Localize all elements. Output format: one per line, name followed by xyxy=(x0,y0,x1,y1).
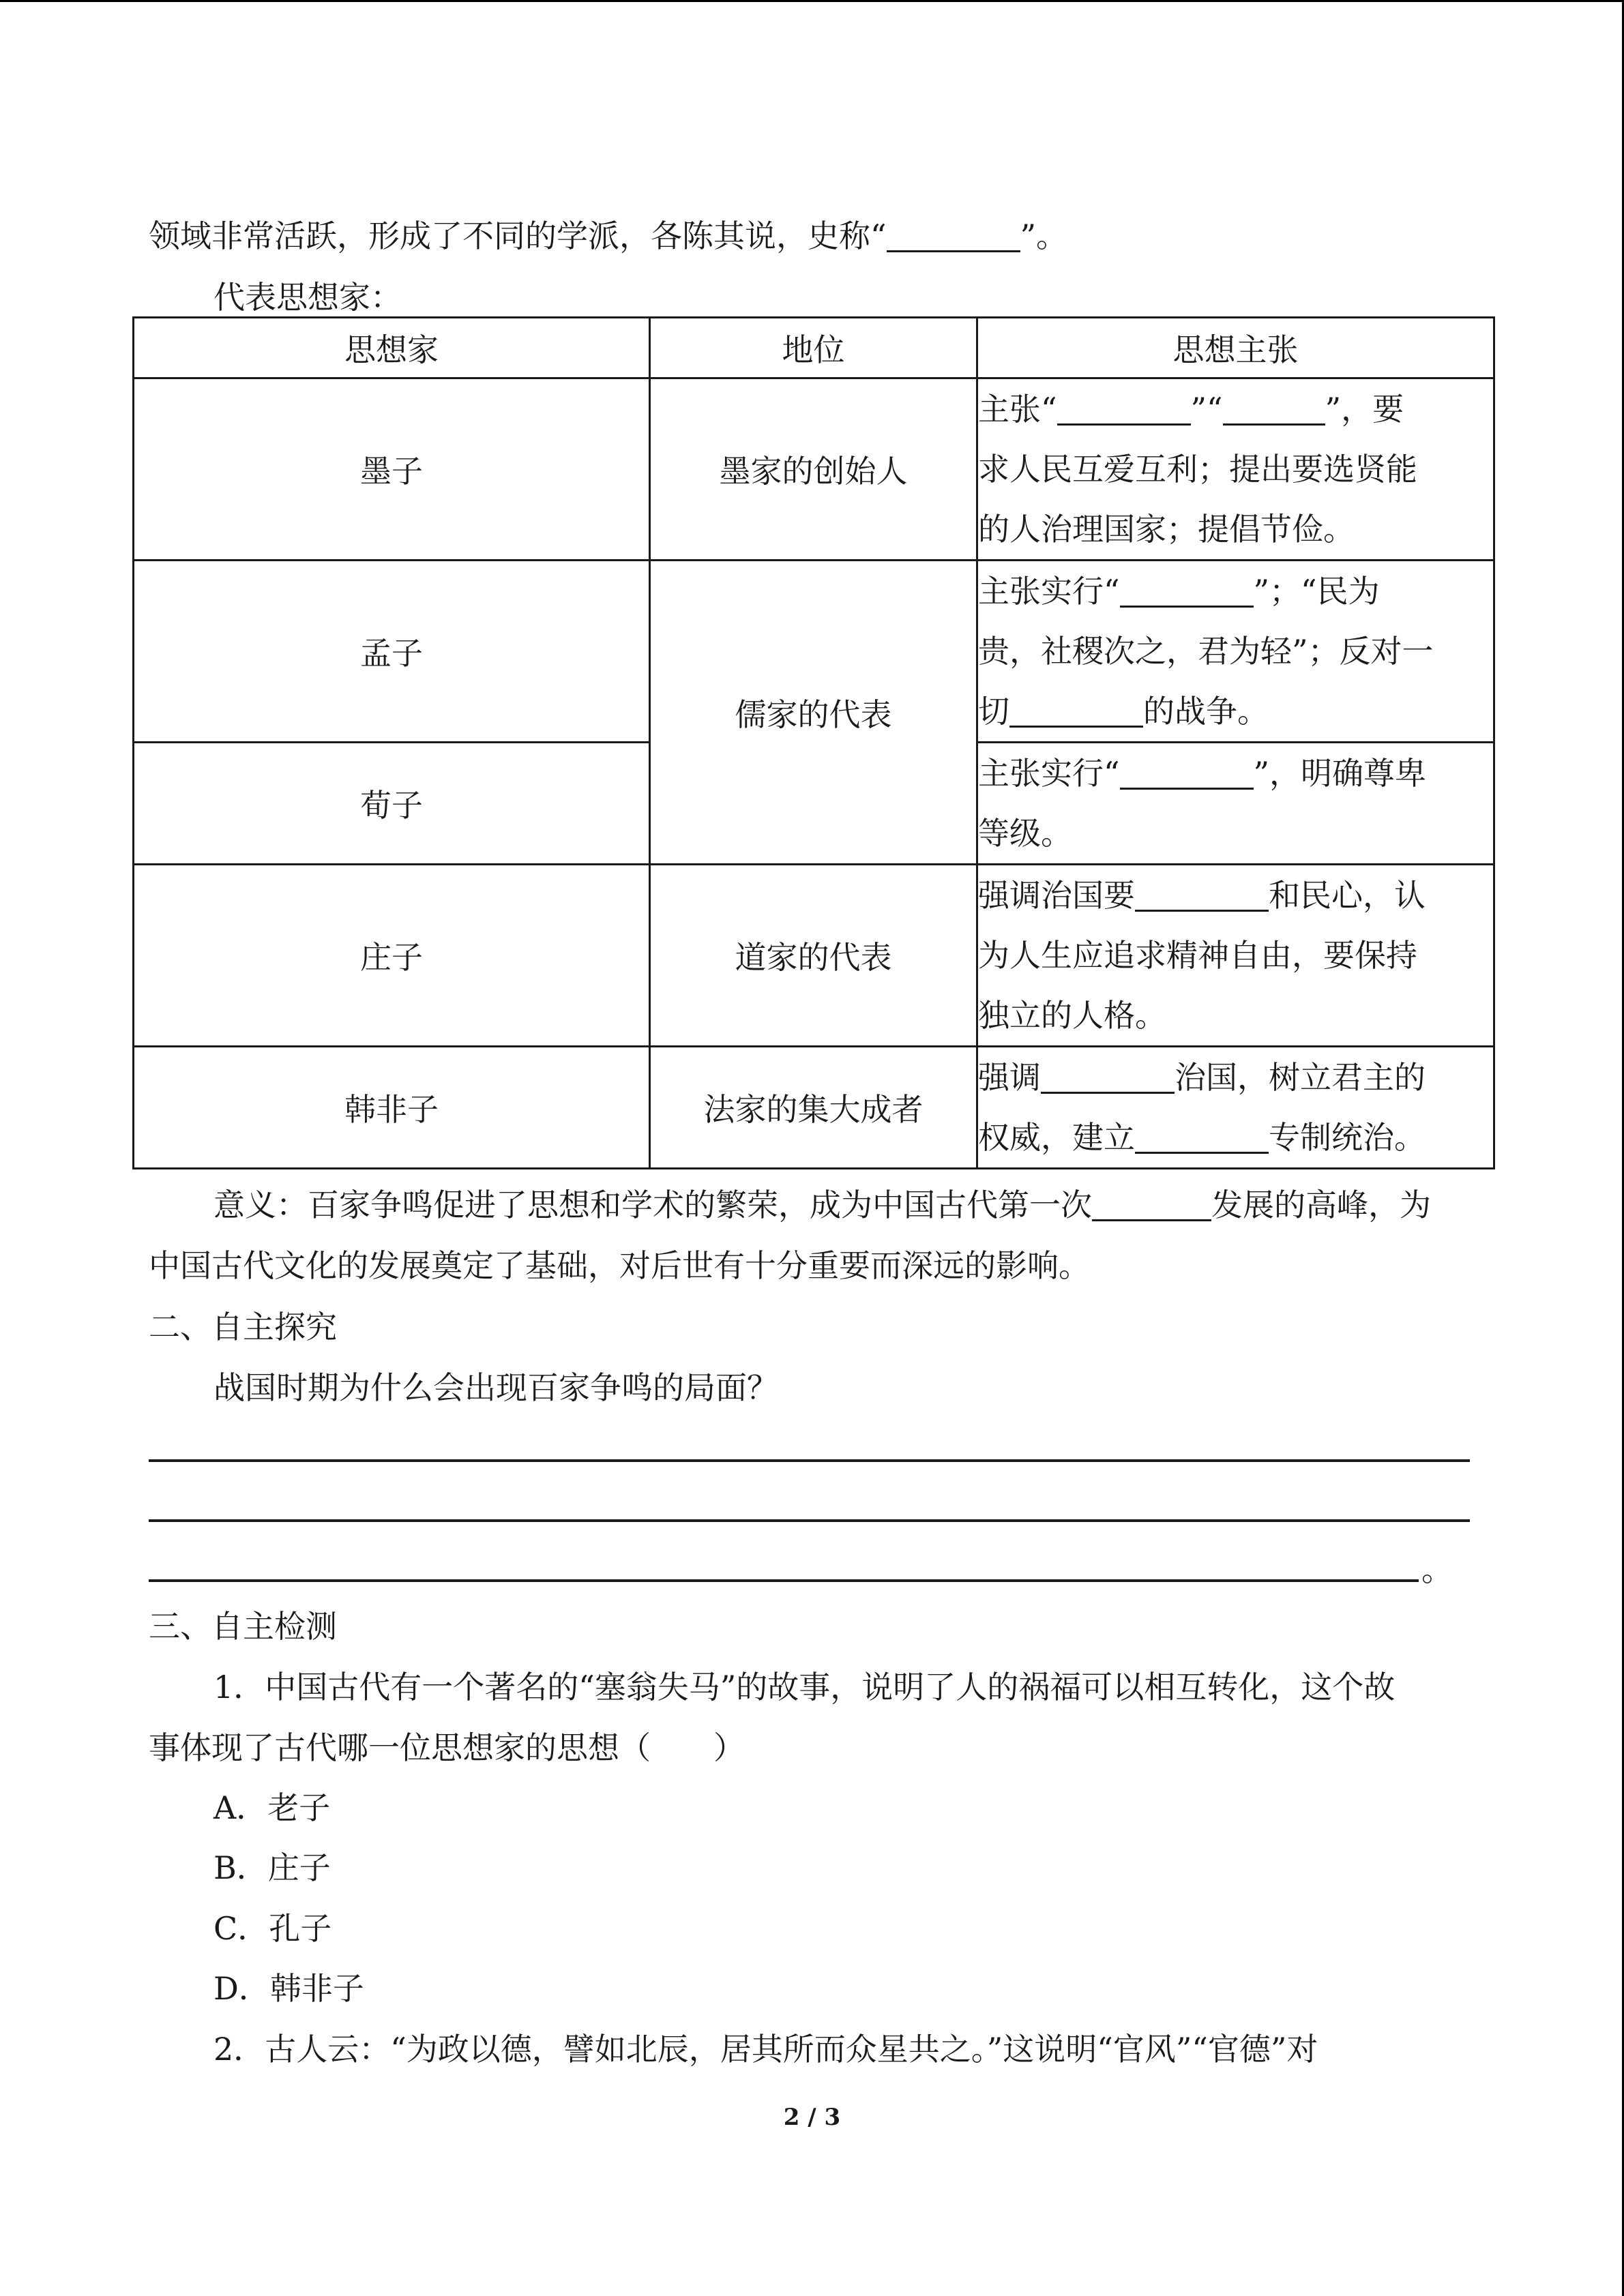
significance-line-1: 意义：百家争鸣促进了思想和学术的繁荣，成为中国古代第一次 发展的高峰，为 xyxy=(213,1187,1431,1223)
thinker-ideas: 主张“ ”“ ”，要 求人民互爱互利；提出要选贤能 的人治理国家；提倡节俭。 xyxy=(977,378,1494,561)
intro-text-end: ”。 xyxy=(1020,218,1068,254)
thinker-status: 法家的集大成者 xyxy=(650,1047,977,1169)
intro-line xyxy=(149,206,1486,266)
page-top-border xyxy=(0,0,1624,2)
table-header-row xyxy=(134,318,1494,378)
thinker-name: 孟子 xyxy=(134,561,650,743)
fill-blank[interactable] xyxy=(1009,694,1143,728)
intro-text: 领域非常活跃，形成了不同的学派，各陈其说，史称“ xyxy=(149,218,887,254)
fill-blank[interactable] xyxy=(1041,1060,1175,1094)
thinker-ideas: 强调 治国，树立君主的 权威，建立 专制统治。 xyxy=(977,1047,1494,1169)
option-c[interactable]: C．孔子 xyxy=(213,1910,332,1947)
answer-line[interactable] xyxy=(149,1519,1470,1522)
table-row-mozi xyxy=(134,378,1494,561)
thinker-status: 墨家的创始人 xyxy=(650,378,977,561)
table-row-mengzi xyxy=(134,561,1494,743)
fill-blank[interactable] xyxy=(887,219,1020,252)
section-3-title: 三、自主检测 xyxy=(149,1608,337,1645)
thinker-name: 韩非子 xyxy=(134,1047,650,1169)
fill-blank[interactable] xyxy=(1223,392,1325,426)
option-d[interactable]: D．韩非子 xyxy=(213,1970,364,2007)
thinker-ideas: 强调治国要 和民心，认 为人生应追求精神自由，要保持 独立的人格。 xyxy=(977,865,1494,1047)
header-ideas: 思想主张 xyxy=(977,318,1494,378)
section-2-title: 二、自主探究 xyxy=(149,1309,337,1345)
header-status: 地位 xyxy=(650,318,977,378)
question-2-line-1: 2．古人云：“为政以德，譬如北辰，居其所而众星共之。”这说明“官风”“官德”对 xyxy=(213,2031,1318,2068)
thinkers-table xyxy=(132,316,1495,1169)
fill-blank[interactable] xyxy=(1135,878,1269,912)
thinker-name: 墨子 xyxy=(134,378,650,561)
table-row-hanfeizi xyxy=(134,1047,1494,1169)
thinker-name: 庄子 xyxy=(134,865,650,1047)
option-b[interactable]: B．庄子 xyxy=(213,1849,331,1886)
fill-blank[interactable] xyxy=(1057,392,1191,426)
question-1-line-1: 1．中国古代有一个著名的“塞翁失马”的故事，说明了人的祸福可以相互转化，这个故 xyxy=(213,1669,1396,1705)
thinker-status: 儒家的代表 xyxy=(650,561,977,865)
thinker-name: 荀子 xyxy=(134,743,650,865)
thinker-ideas: 主张实行“ ”，明确尊卑 等级。 xyxy=(977,743,1494,865)
table-row-zhuangzi xyxy=(134,865,1494,1047)
fill-blank[interactable] xyxy=(1135,1120,1269,1154)
inquiry-question: 战国时期为什么会出现百家争鸣的局面？ xyxy=(213,1369,778,1406)
representatives-label: 代表思想家： xyxy=(213,279,402,316)
question-1-line-2: 事体现了古代哪一位思想家的思想（ ） xyxy=(149,1729,745,1766)
page-number: 2 / 3 xyxy=(783,2104,841,2131)
header-thinker: 思想家 xyxy=(134,318,650,378)
significance-line-2: 中国古代文化的发展奠定了基础，对后世有十分重要而深远的影响。 xyxy=(149,1247,1090,1284)
option-a[interactable]: A．老子 xyxy=(213,1789,331,1826)
answer-period: 。 xyxy=(1421,1551,1453,1588)
fill-blank[interactable] xyxy=(1120,574,1254,608)
thinker-status: 道家的代表 xyxy=(650,865,977,1047)
fill-blank[interactable] xyxy=(1092,1188,1211,1221)
answer-line[interactable] xyxy=(149,1579,1419,1582)
thinker-ideas: 主张实行“ ”；“民为 贵，社稷次之，君为轻”；反对一 切 的战争。 xyxy=(977,561,1494,743)
fill-blank[interactable] xyxy=(1120,756,1254,790)
answer-line[interactable] xyxy=(149,1459,1470,1462)
